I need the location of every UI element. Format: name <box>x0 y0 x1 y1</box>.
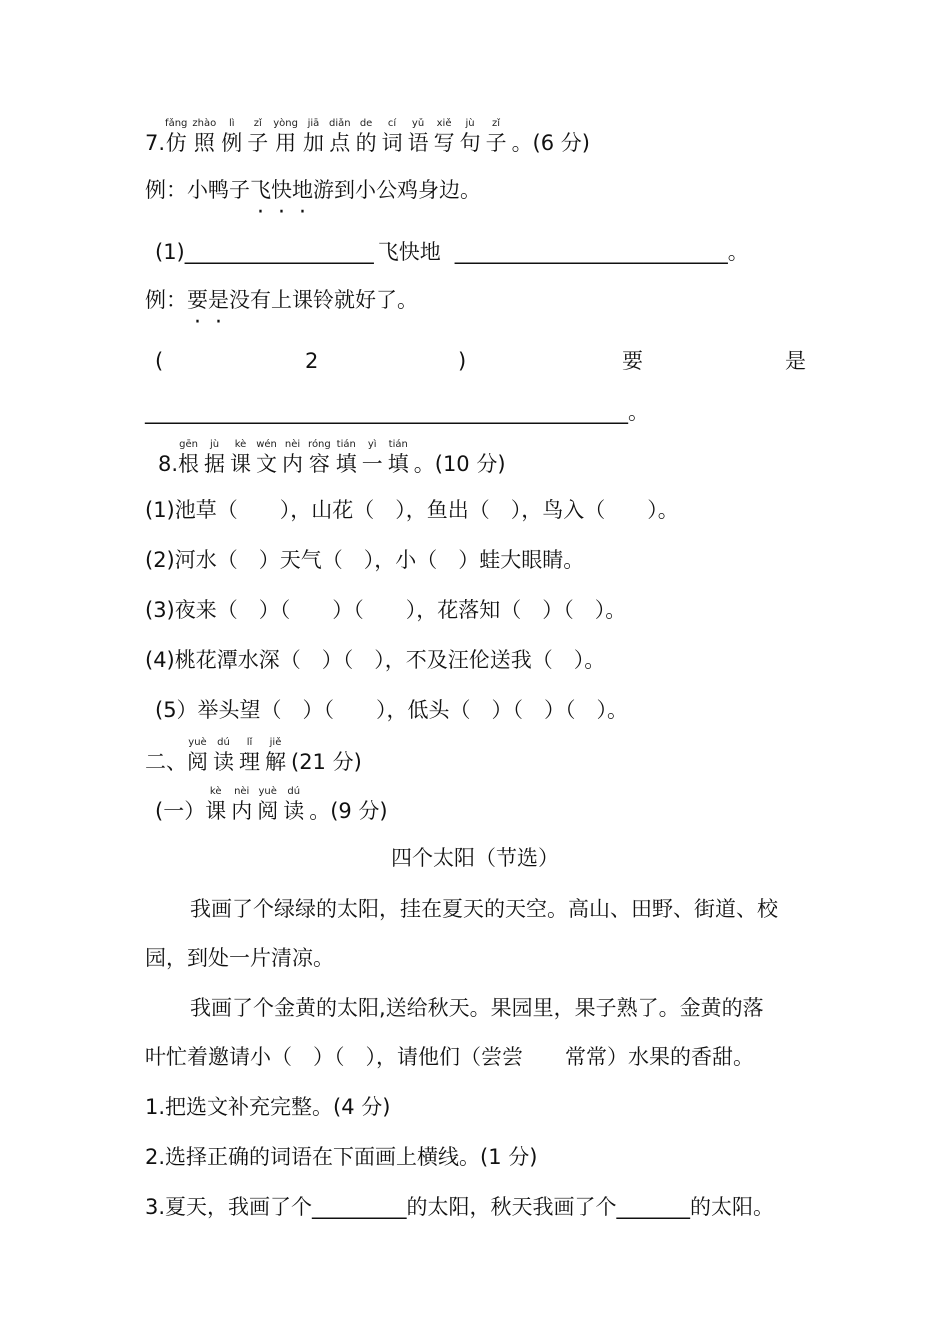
hanzi: 填 <box>387 452 409 476</box>
hanzi: 读 <box>283 799 305 823</box>
q8-item: (2)河水（ ）天气（ ），小（ ）蛙大眼睛。 <box>145 548 585 572</box>
ruby-char <box>283 786 304 824</box>
hanzi: 课 <box>205 799 227 823</box>
hanzi: 文 <box>256 452 278 476</box>
ruby-char <box>308 439 331 477</box>
hanzi: 理 <box>239 750 260 774</box>
ruby-char <box>221 118 242 156</box>
ruby-char <box>382 118 403 156</box>
pinyin: dú <box>287 786 301 797</box>
pinyin: kè <box>234 439 247 450</box>
pinyin: yì <box>367 439 377 450</box>
ruby-char <box>239 737 260 775</box>
ruby-char <box>282 439 303 477</box>
passage-line: 我画了个金黄的太阳,送给秋天。果园里，果子熟了。金黄的落 <box>190 996 764 1020</box>
answer-blank[interactable]: __________________ <box>184 240 374 264</box>
section-2-heading <box>145 737 362 775</box>
item-word: 飞快地 <box>377 240 441 264</box>
ruby-char <box>336 439 357 477</box>
hanzi: 阅 <box>187 750 208 774</box>
q8-item: (5）举头望（ ）（ ），低头（ ）（ ）（ ）。 <box>155 698 629 722</box>
item-word: 要 <box>622 349 643 373</box>
ruby-char <box>460 118 481 156</box>
ruby-char <box>256 439 277 477</box>
q8-item: (4)桃花潭水深（ ）（ ），不及汪伦送我（ ）。 <box>145 648 606 672</box>
heading-score: 。(6 分) <box>511 131 590 155</box>
pinyin: zhào <box>192 118 217 129</box>
pinyin: fǎng <box>165 118 188 129</box>
reading-question: 2.选择正确的词语在下面画上横线。(1 分) <box>145 1145 538 1169</box>
hanzi: 子 <box>485 131 507 155</box>
hanzi: 课 <box>230 452 252 476</box>
hanzi: 加 <box>302 131 324 155</box>
heading-score: 。(9 分) <box>309 799 388 823</box>
example-prefix: 例： <box>145 288 187 312</box>
section-prefix: 二、 <box>145 750 187 774</box>
q7-number: 7. <box>145 131 166 155</box>
q7-item-1 <box>155 238 749 266</box>
hanzi: 根 <box>178 452 200 476</box>
pinyin: lǐ <box>246 737 253 748</box>
item-word: 是 <box>785 349 806 373</box>
pinyin: jiě <box>269 737 282 748</box>
ruby-char <box>204 439 225 477</box>
ruby-char <box>192 118 216 156</box>
hanzi: 子 <box>247 131 269 155</box>
example-prefix: 例：小鸭子 <box>145 178 250 202</box>
hanzi: 语 <box>407 131 429 155</box>
q7-example-1 <box>145 176 481 204</box>
hanzi: 据 <box>204 452 226 476</box>
pinyin: yòng <box>273 118 298 129</box>
pinyin: diǎn <box>328 118 351 129</box>
hanzi: 阅 <box>257 799 279 823</box>
q7-heading <box>145 118 590 156</box>
q8-item: (1)池草（ ），山花（ ），鱼出（ ），鸟入（ ）。 <box>145 498 679 522</box>
ruby-char <box>231 786 252 824</box>
ruby-char <box>247 118 268 156</box>
pinyin: yǔ <box>411 118 425 129</box>
hanzi: 照 <box>193 131 215 155</box>
item-open: ( <box>155 349 164 373</box>
ruby-char <box>205 786 226 824</box>
dotted-char: 地 <box>292 178 313 202</box>
pinyin: tián <box>388 439 408 450</box>
passage-line: 我画了个绿绿的太阳，挂在夏天的天空。高山、田野、街道、校 <box>190 897 778 921</box>
heading-score: 。(10 分) <box>413 452 506 476</box>
answer-blank[interactable]: ______________________________________________ <box>145 400 628 424</box>
answer-blank[interactable]: __________________________ <box>454 240 728 264</box>
example-suffix: 没有上课铃就好了。 <box>229 288 418 312</box>
q7-item-2-blank-line <box>145 398 649 426</box>
ruby-char <box>434 118 455 156</box>
dotted-char: 是 <box>208 288 229 312</box>
hanzi: 写 <box>433 131 455 155</box>
subsection-1-heading <box>155 786 388 824</box>
pinyin: de <box>359 118 373 129</box>
hanzi: 句 <box>459 131 481 155</box>
pinyin: gēn <box>179 439 198 450</box>
pinyin: jù <box>465 118 475 129</box>
reading-question: 3.夏天，我画了个_________的太阳，秋天我画了个_______的太阳。 <box>145 1195 775 1219</box>
passage-line: 园，到处一片清凉。 <box>145 946 334 970</box>
pinyin: lì <box>228 118 235 129</box>
heading-score: (21 分) <box>291 750 362 774</box>
hanzi: 填 <box>335 452 357 476</box>
reading-question: 1.把选文补充完整。(4 分) <box>145 1095 391 1119</box>
item-end: 。 <box>628 400 649 424</box>
hanzi: 容 <box>308 452 330 476</box>
ruby-char <box>408 118 429 156</box>
ruby-char <box>257 786 278 824</box>
ruby-char <box>329 118 351 156</box>
ruby-char <box>165 118 187 156</box>
ruby-char <box>273 118 298 156</box>
pinyin: jù <box>209 439 220 450</box>
ruby-char <box>388 439 409 477</box>
example-suffix: 游到小公鸡身边。 <box>313 178 481 202</box>
q8-item: (3)夜来（ ）（ ）（ ），花落知（ ）（ ）。 <box>145 598 627 622</box>
ruby-char <box>178 439 199 477</box>
dotted-char: 飞 <box>250 178 271 202</box>
pinyin: xiě <box>436 118 452 129</box>
pinyin: nèi <box>284 439 301 450</box>
pinyin: tián <box>336 439 356 450</box>
hanzi: 的 <box>355 131 377 155</box>
pinyin: jiā <box>307 118 320 129</box>
item-number: 2 <box>305 349 319 373</box>
hanzi: 点 <box>329 131 351 155</box>
q8-number: 8. <box>158 452 179 476</box>
pinyin: nèi <box>234 786 250 797</box>
ruby-char <box>213 737 234 775</box>
q7-example-2 <box>145 286 418 314</box>
item-end: 。 <box>727 240 749 264</box>
ruby-char <box>356 118 377 156</box>
dotted-char: 要 <box>187 288 208 312</box>
hanzi: 读 <box>213 750 234 774</box>
ruby-char <box>230 439 251 477</box>
hanzi: 内 <box>282 452 304 476</box>
item-label: (1) <box>155 240 185 264</box>
ruby-char <box>486 118 507 156</box>
dotted-char: 快 <box>271 178 292 202</box>
pinyin: zǐ <box>492 118 501 129</box>
hanzi: 内 <box>231 799 253 823</box>
pinyin: cí <box>387 118 397 129</box>
hanzi: 例 <box>221 131 243 155</box>
hanzi: 解 <box>265 750 286 774</box>
pinyin: zǐ <box>253 118 262 129</box>
hanzi: 一 <box>361 452 383 476</box>
hanzi: 词 <box>381 131 403 155</box>
hanzi: 仿 <box>165 131 187 155</box>
passage-line: 叶忙着邀请小（ ）（ ），请他们（尝尝 常常）水果的香甜。 <box>145 1045 754 1069</box>
pinyin: kè <box>209 786 222 797</box>
ruby-char <box>303 118 324 156</box>
pinyin: róng <box>308 439 331 450</box>
ruby-char <box>187 737 208 775</box>
pinyin: yuè <box>258 786 277 797</box>
subsection-prefix: (一） <box>155 799 206 823</box>
item-close: ) <box>458 349 467 373</box>
pinyin: wén <box>256 439 277 450</box>
pinyin: dú <box>217 737 230 748</box>
ruby-char <box>265 737 286 775</box>
hanzi: 用 <box>275 131 297 155</box>
ruby-char <box>362 439 383 477</box>
q8-heading <box>158 439 506 477</box>
passage-title: 四个太阳（节选） <box>391 846 559 870</box>
pinyin: yuè <box>188 737 207 748</box>
